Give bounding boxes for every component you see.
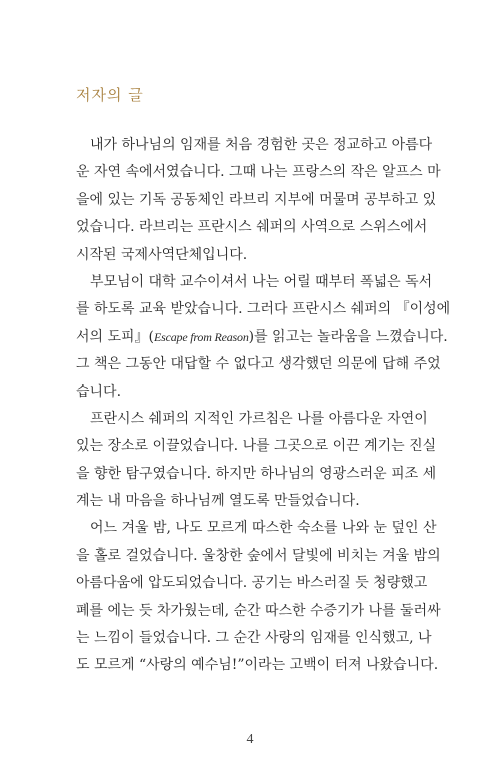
paragraph-line: 내가 하나님의 임재를 처음 경험한 곳은 정교하고 아름다 — [90, 137, 433, 153]
line-text: )를 읽고는 놀라움을 느꼈습니다. — [248, 328, 448, 345]
line-text: 서의 도피』( — [76, 328, 155, 345]
paragraph-line: 을 홀로 걸었습니다. 울창한 숲에서 달빛에 비치는 겨울 밤의 — [76, 547, 441, 564]
paragraph-line: 는 느낌이 들었습니다. 그 순간 사랑의 임재를 인식했고, 나 — [76, 630, 432, 647]
paragraph-line: 그 책은 그동안 대답할 수 없다고 생각했던 의문에 답해 주었 — [76, 356, 441, 373]
paragraph-line: 도 모르게 “사랑의 예수님!”이라는 고백이 터져 나왔습니다. — [76, 657, 439, 674]
section-heading: 저자의 글 — [76, 86, 144, 104]
paragraph-line — [76, 324, 448, 351]
paragraph-line: 폐를 에는 듯 차가웠는데, 순간 따스한 수증기가 나를 둘러싸 — [76, 602, 441, 619]
section-body — [76, 132, 451, 680]
paragraph-line: 있는 장소로 이끌었습니다. 나를 그곳으로 이끈 계기는 진실 — [76, 438, 437, 455]
paragraph-line: 을 향한 탐구였습니다. 하지만 하나님의 영광스러운 피조 세 — [76, 465, 437, 482]
paragraph-line: 계는 내 마음을 하나님께 열도록 만들었습니다. — [76, 493, 360, 510]
paragraph-line: 어느 겨울 밤, 나도 모르게 따스한 숙소를 나와 눈 덮인 산 — [90, 520, 437, 537]
paragraph-line: 아름다움에 압도되었습니다. 공기는 바스러질 듯 청량했고 — [76, 575, 428, 592]
book-title-english: Escape from Reason — [154, 329, 249, 344]
paragraph-line: 부모님이 대학 교수이셔서 나는 어릴 때부터 폭넓은 독서 — [90, 273, 433, 290]
page-number: 4 — [246, 732, 254, 747]
paragraph-line: 운 자연 속에서였습니다. 그때 나는 프랑스의 작은 알프스 마 — [76, 164, 441, 181]
paragraph-line: 시작된 국제사역단체입니다. — [76, 246, 248, 263]
paragraph-line: 을에 있는 기독 공동체인 라브리 지부에 머물며 공부하고 있 — [76, 191, 437, 208]
paragraph-line: 었습니다. 라브리는 프란시스 쉐퍼의 사역으로 스위스에서 — [76, 219, 428, 236]
paragraph-line: 를 하도록 교육 받았습니다. 그러다 프란시스 쉐퍼의 『이성에 — [76, 301, 451, 318]
paragraph-line: 프란시스 쉐퍼의 지적인 가르침은 나를 아름다운 자연이 — [90, 410, 428, 427]
paragraph-line: 습니다. — [76, 383, 122, 400]
